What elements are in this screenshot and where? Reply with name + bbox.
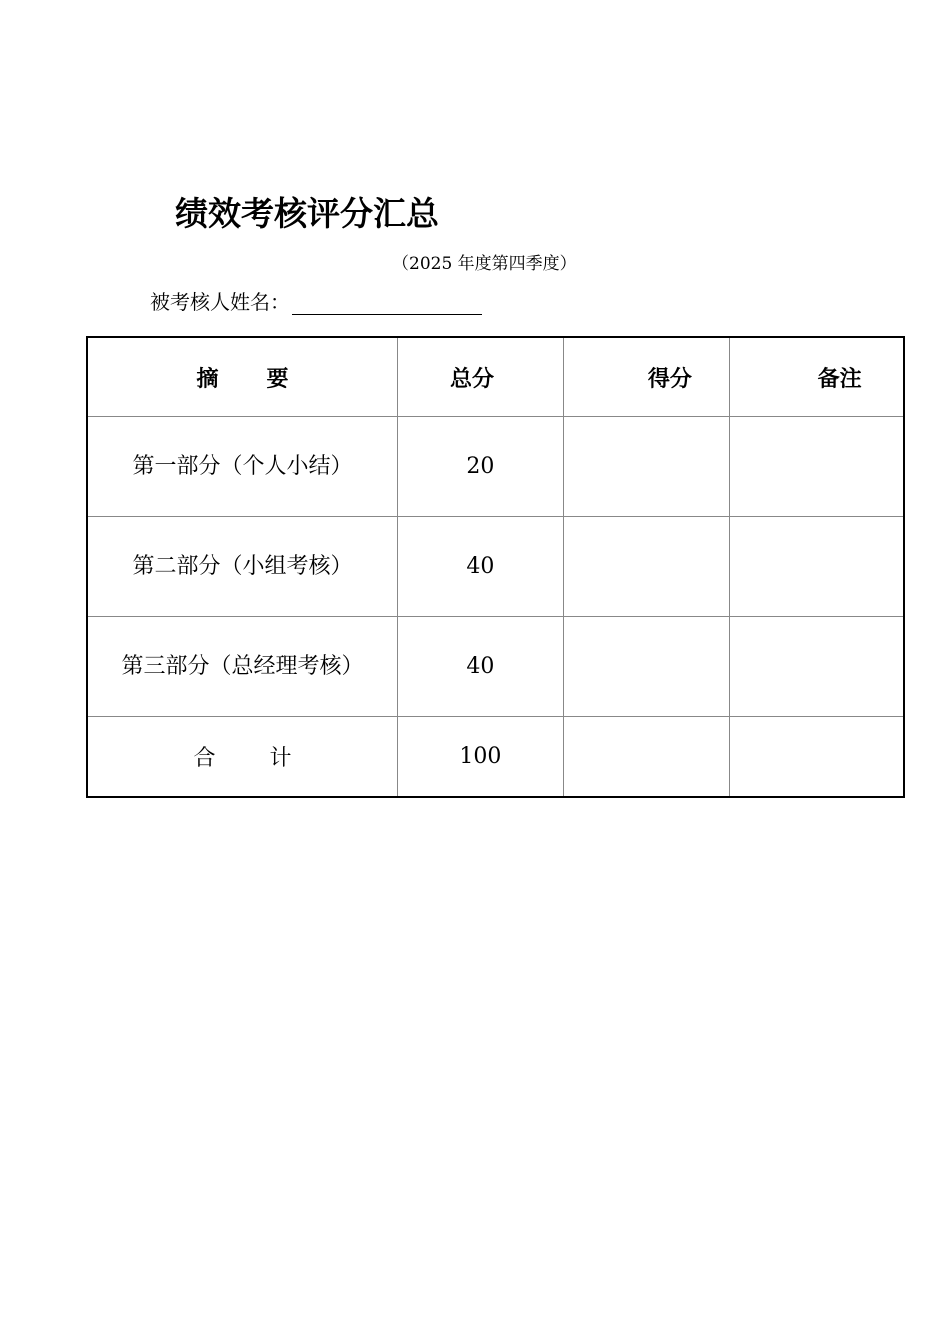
table-row [87,517,904,617]
row-score-cell[interactable] [563,417,729,517]
table-header-row [87,337,904,417]
row-total: 20 [398,417,564,517]
header-total: 总分 [398,337,564,417]
row-score-cell[interactable] [563,517,729,617]
name-blank-line[interactable] [292,292,482,315]
row-label: 第一部分（个人小结） [87,417,398,517]
total-label-char-1: 合 [193,746,216,771]
row-total: 40 [398,617,564,717]
header-score: 得分 [563,337,729,417]
page-title: 绩效考核评分汇总 [175,194,439,233]
table-total-row [87,717,904,798]
row-label: 第三部分（总经理考核） [87,617,398,717]
header-summary [87,337,398,417]
total-row-total: 100 [398,717,564,798]
row-score-cell[interactable] [563,617,729,717]
name-field-row [150,286,482,315]
row-label: 第二部分（小组考核） [87,517,398,617]
header-summary-char-2: 要 [266,366,289,392]
total-row-label [87,717,398,798]
name-label: 被考核人姓名： [150,290,290,314]
total-row-score-cell[interactable] [563,717,729,798]
row-remark-cell[interactable] [729,517,904,617]
total-row-remark-cell[interactable] [729,717,904,798]
header-remark: 备注 [729,337,904,417]
period-subtitle: （2025 年度第四季度） [392,254,577,274]
table-row [87,617,904,717]
table-row [87,417,904,517]
row-remark-cell[interactable] [729,417,904,517]
row-total: 40 [398,517,564,617]
score-summary-table [86,336,905,798]
header-summary-char-1: 摘 [196,366,219,392]
row-remark-cell[interactable] [729,617,904,717]
total-label-char-2: 计 [269,746,292,771]
